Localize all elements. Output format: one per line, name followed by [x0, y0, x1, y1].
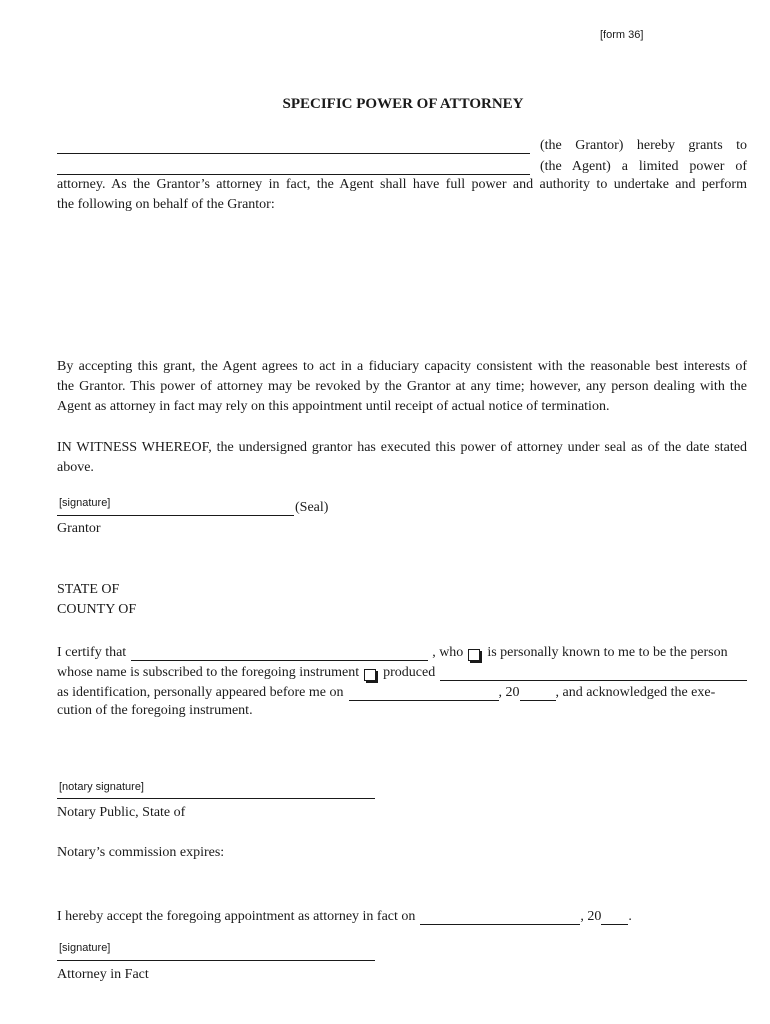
page-title: SPECIFIC POWER OF ATTORNEY — [282, 96, 524, 112]
fiduciary-line-2: the Grantor. This power of attorney may be revoked by the Grantor at any time; however, any person dealing with the — [57, 379, 747, 394]
notary-signature-line[interactable] — [57, 798, 375, 799]
county-of-label: COUNTY OF — [57, 602, 137, 617]
certified-person-field[interactable] — [131, 646, 428, 661]
cert-text-3c: , and acknowledged the exe- — [555, 685, 716, 700]
cert-text-1c: is personally known to me to be the person — [487, 645, 728, 660]
cert-text-1a: I certify that — [57, 645, 127, 660]
grantor-signature-placeholder: [signature] — [59, 497, 111, 509]
grant-line-3: attorney. As the Grantor’s attorney in fact, the Agent shall have full power and authority to undertake and perform — [57, 177, 747, 192]
acceptance-line — [57, 905, 632, 925]
fiduciary-paragraph — [57, 357, 747, 417]
grantor-name-field[interactable] — [57, 139, 530, 154]
fiduciary-line-3: Agent as attorney in fact may rely on this appointment until receipt of actual notice of termination. — [57, 399, 610, 414]
grant-line-2: (the Agent) a limited power of — [540, 159, 747, 174]
seal-label: (Seal) — [295, 500, 329, 515]
form-number: [form 36] — [600, 29, 644, 41]
fiduciary-line-1: By accepting this grant, the Agent agrees to act in a fiduciary capacity consistent with the reasonable best interests of — [57, 359, 747, 374]
attorney-in-fact-label: Attorney in Fact — [57, 967, 149, 982]
grantor-signature-line[interactable] — [57, 515, 294, 516]
witness-line-1: IN WITNESS WHEREOF, the undersigned grantor has executed this power of attorney under seal as of the date stated — [57, 440, 747, 455]
appearance-date-field[interactable] — [349, 686, 499, 701]
personally-known-checkbox[interactable] — [468, 649, 480, 661]
appearance-year-field[interactable] — [520, 686, 556, 701]
grant-line-1: (the Grantor) hereby grants to — [540, 138, 747, 153]
acceptance-year-field[interactable] — [601, 910, 628, 925]
acceptance-text: I hereby accept the foregoing appointment as attorney in fact on — [57, 909, 416, 924]
witness-line-2: above. — [57, 460, 94, 475]
cert-text-3a: as identification, personally appeared before me on — [57, 685, 344, 700]
state-of-label: STATE OF — [57, 582, 120, 597]
witness-paragraph — [57, 438, 747, 478]
agent-name-field[interactable] — [57, 160, 530, 175]
acceptance-period: . — [628, 909, 632, 924]
attorney-signature-line[interactable] — [57, 960, 375, 961]
cert-text-4: cution of the foregoing instrument. — [57, 703, 253, 718]
identification-field[interactable] — [440, 666, 747, 681]
notary-signature-placeholder: [notary signature] — [59, 781, 144, 793]
attorney-signature-placeholder: [signature] — [59, 942, 111, 954]
grant-line-4: the following on behalf of the Grantor: — [57, 197, 275, 212]
acceptance-year-prefix: , 20 — [580, 909, 602, 924]
acceptance-date-field[interactable] — [420, 910, 580, 925]
cert-text-2a: whose name is subscribed to the foregoing instrument — [57, 665, 360, 680]
grantor-label: Grantor — [57, 521, 101, 536]
cert-text-1b: , who — [432, 645, 464, 660]
certification-paragraph — [57, 641, 747, 721]
powers-description-area[interactable] — [57, 220, 747, 350]
cert-text-3b: , 20 — [498, 685, 520, 700]
produced-id-checkbox[interactable] — [364, 669, 376, 681]
notary-public-label: Notary Public, State of — [57, 805, 186, 820]
notary-commission-label: Notary’s commission expires: — [57, 845, 225, 860]
cert-text-2b: produced — [383, 665, 436, 680]
grant-paragraph — [57, 134, 747, 215]
